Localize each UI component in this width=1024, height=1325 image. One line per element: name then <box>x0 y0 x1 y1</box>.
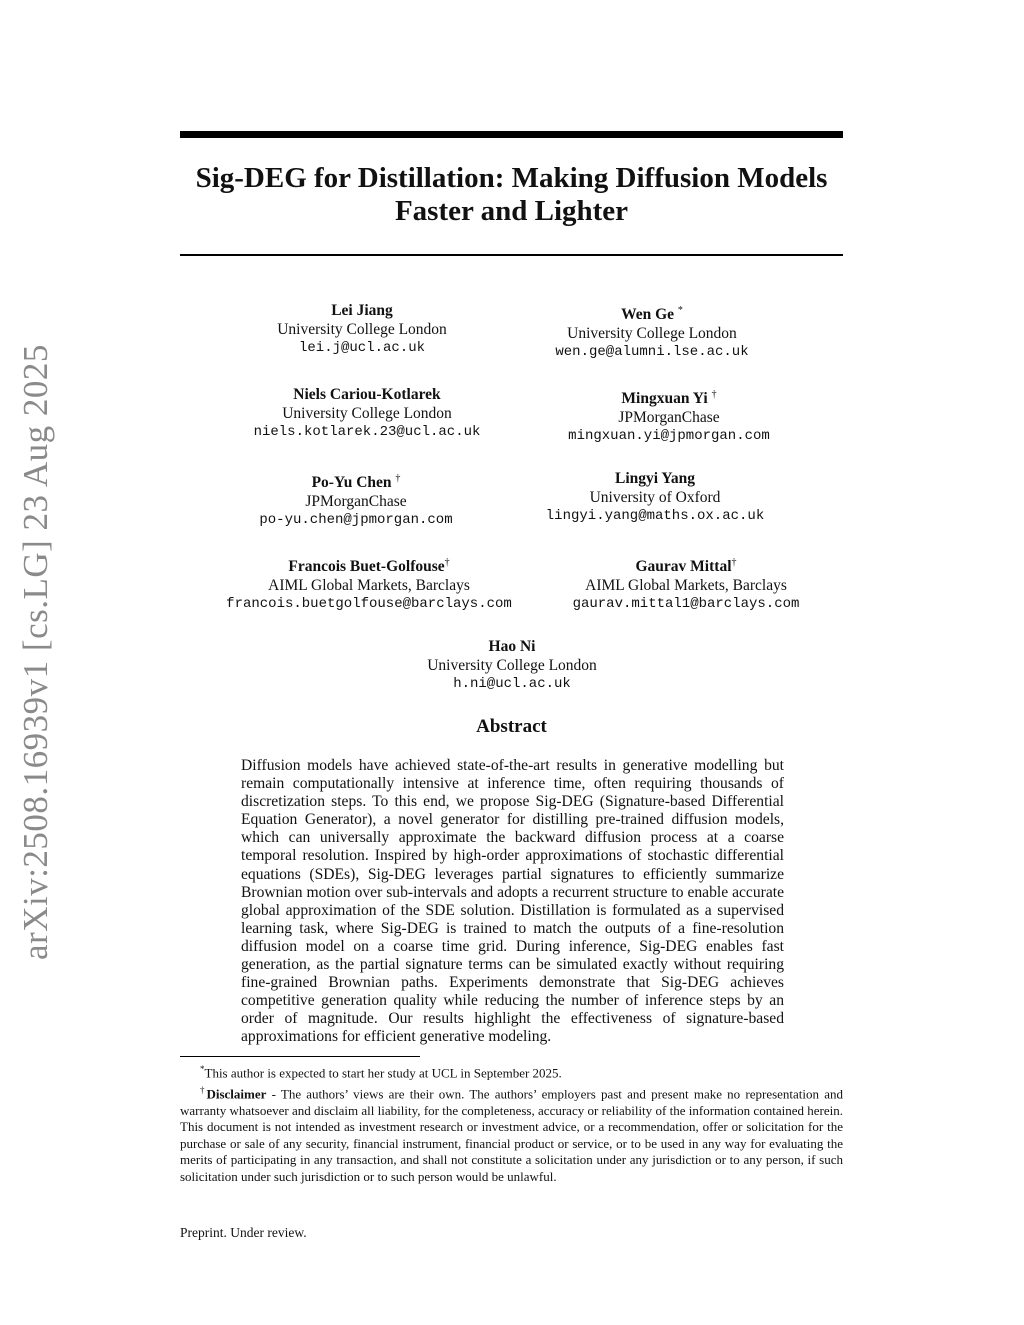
disclaimer-label: Disclaimer <box>206 1086 267 1102</box>
abstract-heading: Abstract <box>476 716 547 737</box>
author-block <box>277 301 447 358</box>
preprint-note: Preprint. Under review. <box>180 1225 307 1240</box>
author-block <box>568 385 770 446</box>
author-block <box>546 469 764 526</box>
author-name: Po-Yu Chen † <box>311 473 401 492</box>
author-affiliation: University College London <box>427 657 597 674</box>
author-name: Lei Jiang <box>331 302 393 319</box>
author-block <box>254 385 481 442</box>
author-email: gaurav.mittal1@barclays.com <box>572 596 800 613</box>
footnote-2: †Disclaimer - The authors’ views are their own. The authors’ employers past and present make no representation and warranty whatsoever and disclaim all liability, for the completeness, accuracy or reliability of the information contained herein. This document is not intended as investment research or investment advice, or a recommendation, offer or solicitation for the purchase or sale of any security, financial instrument, financial product or service, or to be used in any way for evaluating the merits of participating in any transaction, and shall not constitute a solicitation under any jurisdiction or to any person, if such solicitation under such jurisdiction or to such person would be unlawful. <box>180 1084 843 1184</box>
author-name: Francois Buet-Golfouse† <box>288 557 450 576</box>
abstract-body: Diffusion models have achieved state-of-the-art results in generative modelling but remain computationally intensive at inference time, often requiring thousands of discretization steps. To this end, we propose Sig-DEG (Signature-based Differential Equation Generator), a novel generator for distilling pre-trained diffusion models, which can universally approximate the backward diffusion process at a coarse temporal resolution. Inspired by high-order approximations of stochastic differential equations (SDEs), Sig-DEG leverages partial signatures to efficiently summarize Brownian motion over sub-intervals and adopts a recurrent structure to enable accurate global approximation of the SDE solution. Distillation is formulated as a supervised learning task, where Sig-DEG is trained to match the outputs of a fine-resolution diffusion model on a coarse time grid. During inference, Sig-DEG enables fast generation, as the partial signature terms can be simulated exactly without requiring fine-grained Brownian paths. Experiments demonstrate that Sig-DEG achieves competitive generation quality while reducing the number of inference steps by an order of magnitude. Our results highlight the effectiveness of signature-based approximations for efficient generative modeling. <box>241 757 784 1046</box>
author-block <box>427 637 597 694</box>
author-email: francois.buetgolfouse@barclays.com <box>226 596 512 613</box>
author-affiliation: University College London <box>567 325 737 343</box>
paper-title <box>180 162 843 228</box>
author-affiliation: University College London <box>282 405 452 422</box>
title-top-rule <box>180 131 843 138</box>
author-name: Gaurav Mittal† <box>635 557 737 576</box>
author-affiliation: AIML Global Markets, Barclays <box>585 577 787 595</box>
title-line-1: Sig-DEG for Distillation: Making Diffusion Models <box>195 162 828 194</box>
arxiv-identifier-stamp: arXiv:2508.16939v1 [cs.LG] 23 Aug 2025 <box>16 344 55 960</box>
author-email: mingxuan.yi@jpmorgan.com <box>568 428 770 445</box>
author-email: niels.kotlarek.23@ucl.ac.uk <box>253 424 481 440</box>
author-name: Niels Cariou-Kotlarek <box>293 386 441 403</box>
author-name: Hao Ni <box>488 638 536 655</box>
author-block <box>259 469 452 530</box>
author-name: Wen Ge * <box>621 305 683 324</box>
author-block <box>573 553 800 614</box>
author-affiliation: AIML Global Markets, Barclays <box>268 577 470 595</box>
footnotes <box>180 1061 843 1185</box>
author-email: lei.j@ucl.ac.uk <box>298 340 426 356</box>
author-block <box>555 301 748 362</box>
author-affiliation: University College London <box>277 321 447 338</box>
title-bottom-rule <box>180 254 843 256</box>
author-block <box>226 553 512 614</box>
footnote-rule <box>180 1056 420 1057</box>
author-email: lingyi.yang@maths.ox.ac.uk <box>545 508 765 524</box>
author-name: Mingxuan Yi † <box>621 389 717 408</box>
author-email: po-yu.chen@jpmorgan.com <box>259 512 453 529</box>
author-affiliation: JPMorganChase <box>305 493 407 511</box>
author-affiliation: University of Oxford <box>589 489 721 506</box>
footnote-1: *This author is expected to start her study at UCL in September 2025. <box>200 1064 562 1081</box>
author-name: Lingyi Yang <box>615 470 695 487</box>
author-affiliation: JPMorganChase <box>618 409 720 427</box>
author-email: wen.ge@alumni.lse.ac.uk <box>555 344 749 361</box>
author-email: h.ni@ucl.ac.uk <box>453 676 571 692</box>
title-line-2: Faster and Lighter <box>394 195 629 227</box>
